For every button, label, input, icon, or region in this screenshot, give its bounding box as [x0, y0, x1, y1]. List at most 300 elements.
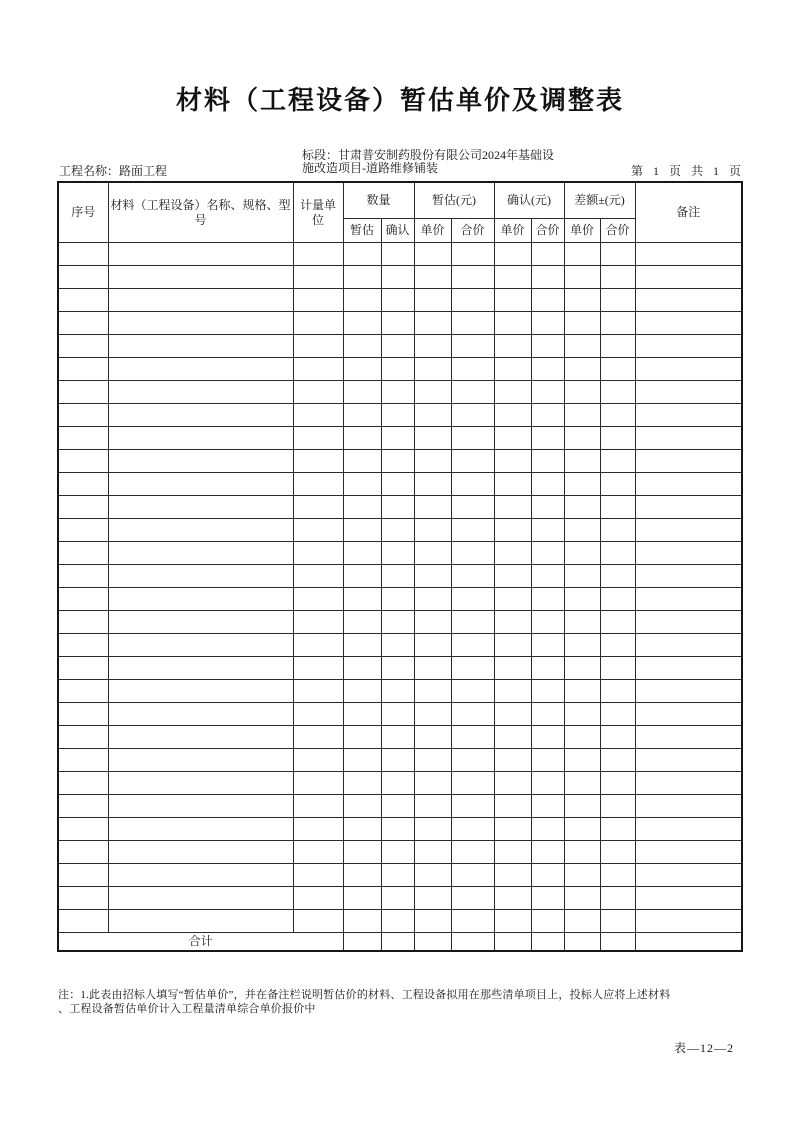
empty-cell: [58, 427, 108, 450]
empty-cell: [381, 473, 414, 496]
empty-cell: [343, 381, 381, 404]
empty-cell: [451, 427, 494, 450]
empty-cell: [494, 335, 531, 358]
section-line-1: 标段：甘肃普安制药股份有限公司2024年基础设: [302, 148, 555, 162]
empty-cell: [108, 427, 293, 450]
empty-cell: [564, 726, 600, 749]
empty-cell: [564, 772, 600, 795]
empty-cell: [531, 910, 564, 933]
empty-cell: [451, 864, 494, 887]
empty-cell: [381, 565, 414, 588]
empty-cell: [600, 381, 635, 404]
empty-cell: [600, 473, 635, 496]
empty-cell: [531, 680, 564, 703]
table-row: [58, 473, 742, 496]
empty-cell: [531, 496, 564, 519]
empty-cell: [58, 864, 108, 887]
empty-cell: [531, 358, 564, 381]
empty-cell: [293, 588, 343, 611]
total-empty-cell: [600, 933, 635, 952]
empty-cell: [600, 496, 635, 519]
empty-cell: [108, 519, 293, 542]
empty-cell: [108, 795, 293, 818]
table-row: [58, 335, 742, 358]
empty-cell: [293, 657, 343, 680]
empty-cell: [564, 818, 600, 841]
empty-cell: [414, 381, 451, 404]
empty-cell: [564, 864, 600, 887]
total-empty-cell: [494, 933, 531, 952]
empty-cell: [381, 749, 414, 772]
empty-cell: [635, 749, 742, 772]
empty-cell: [564, 243, 600, 266]
empty-cell: [343, 358, 381, 381]
empty-cell: [343, 657, 381, 680]
empty-cell: [108, 588, 293, 611]
empty-cell: [414, 864, 451, 887]
empty-cell: [108, 496, 293, 519]
empty-cell: [108, 335, 293, 358]
empty-cell: [58, 335, 108, 358]
empty-cell: [600, 266, 635, 289]
empty-cell: [635, 266, 742, 289]
empty-cell: [58, 841, 108, 864]
empty-cell: [531, 404, 564, 427]
empty-cell: [343, 588, 381, 611]
total-empty-cell: [381, 933, 414, 952]
empty-cell: [343, 795, 381, 818]
empty-cell: [414, 335, 451, 358]
footnote-line-1: 注：1.此表由招标人填写“暂估单价”，并在备注栏说明暂估价的材料、工程设备拟用在那些清单项目上，投标人应将上述材料: [58, 989, 671, 1001]
col-header-unit-text: 计量单位: [299, 197, 336, 227]
total-empty-cell: [343, 933, 381, 952]
empty-cell: [564, 657, 600, 680]
empty-cell: [600, 910, 635, 933]
empty-cell: [635, 772, 742, 795]
empty-cell: [564, 542, 600, 565]
empty-cell: [58, 795, 108, 818]
empty-cell: [58, 772, 108, 795]
empty-cell: [58, 312, 108, 335]
empty-cell: [494, 266, 531, 289]
empty-cell: [293, 772, 343, 795]
empty-cell: [451, 680, 494, 703]
empty-cell: [108, 266, 293, 289]
table-row: [58, 680, 742, 703]
empty-cell: [564, 611, 600, 634]
empty-cell: [564, 289, 600, 312]
empty-cell: [58, 887, 108, 910]
empty-cell: [414, 657, 451, 680]
empty-cell: [635, 335, 742, 358]
table-row: [58, 565, 742, 588]
empty-cell: [414, 565, 451, 588]
empty-cell: [635, 404, 742, 427]
empty-cell: [343, 496, 381, 519]
empty-cell: [343, 289, 381, 312]
empty-cell: [414, 266, 451, 289]
empty-cell: [293, 887, 343, 910]
empty-cell: [564, 588, 600, 611]
empty-cell: [414, 243, 451, 266]
empty-cell: [381, 887, 414, 910]
empty-cell: [381, 381, 414, 404]
empty-cell: [381, 657, 414, 680]
empty-cell: [564, 680, 600, 703]
col-group-provisional: [414, 182, 494, 219]
empty-cell: [531, 703, 564, 726]
col-group-difference-text: 差额±(元): [574, 193, 625, 207]
empty-cell: [635, 289, 742, 312]
empty-cell: [531, 864, 564, 887]
empty-cell: [494, 680, 531, 703]
empty-cell: [58, 381, 108, 404]
empty-cell: [451, 381, 494, 404]
empty-cell: [494, 910, 531, 933]
empty-cell: [293, 726, 343, 749]
empty-cell: [600, 818, 635, 841]
empty-cell: [635, 703, 742, 726]
empty-cell: [414, 634, 451, 657]
empty-cell: [451, 657, 494, 680]
empty-cell: [494, 496, 531, 519]
empty-cell: [293, 381, 343, 404]
empty-cell: [635, 657, 742, 680]
empty-cell: [600, 289, 635, 312]
empty-cell: [635, 565, 742, 588]
empty-cell: [600, 703, 635, 726]
empty-cell: [600, 404, 635, 427]
empty-cell: [635, 427, 742, 450]
empty-cell: [381, 312, 414, 335]
empty-cell: [58, 243, 108, 266]
empty-cell: [343, 864, 381, 887]
table-row: [58, 496, 742, 519]
empty-cell: [564, 427, 600, 450]
empty-cell: [451, 818, 494, 841]
empty-cell: [494, 312, 531, 335]
table-row: [58, 381, 742, 404]
total-row: [58, 933, 742, 952]
empty-cell: [108, 404, 293, 427]
empty-cell: [343, 611, 381, 634]
empty-cell: [635, 818, 742, 841]
subcol-conf-total-price: 合价: [531, 219, 564, 243]
empty-cell: [635, 381, 742, 404]
col-group-quantity: [343, 182, 414, 219]
table-row: [58, 243, 742, 266]
empty-cell: [414, 887, 451, 910]
empty-cell: [531, 266, 564, 289]
empty-cell: [58, 565, 108, 588]
empty-cell: [531, 611, 564, 634]
empty-cell: [451, 496, 494, 519]
empty-cell: [600, 657, 635, 680]
empty-cell: [414, 818, 451, 841]
empty-cell: [293, 818, 343, 841]
empty-cell: [381, 818, 414, 841]
table-row: [58, 657, 742, 680]
empty-cell: [414, 427, 451, 450]
empty-cell: [600, 864, 635, 887]
total-empty-cell: [414, 933, 451, 952]
empty-cell: [108, 243, 293, 266]
empty-cell: [293, 335, 343, 358]
col-group-difference: [564, 182, 635, 219]
empty-cell: [414, 312, 451, 335]
empty-cell: [531, 519, 564, 542]
table-row: [58, 542, 742, 565]
empty-cell: [600, 243, 635, 266]
empty-cell: [381, 703, 414, 726]
empty-cell: [494, 818, 531, 841]
empty-cell: [58, 726, 108, 749]
empty-cell: [600, 611, 635, 634]
col-group-quantity-text: 数量: [366, 193, 391, 207]
empty-cell: [635, 473, 742, 496]
empty-cell: [635, 496, 742, 519]
empty-cell: [414, 910, 451, 933]
empty-cell: [58, 450, 108, 473]
empty-cell: [564, 634, 600, 657]
empty-cell: [451, 404, 494, 427]
empty-cell: [343, 519, 381, 542]
empty-cell: [414, 404, 451, 427]
table-row: [58, 611, 742, 634]
empty-cell: [600, 680, 635, 703]
empty-cell: [343, 772, 381, 795]
empty-cell: [414, 795, 451, 818]
table-row: [58, 910, 742, 933]
empty-cell: [293, 358, 343, 381]
empty-cell: [381, 634, 414, 657]
empty-cell: [564, 841, 600, 864]
table-row: [58, 818, 742, 841]
empty-cell: [494, 450, 531, 473]
empty-cell: [451, 588, 494, 611]
empty-cell: [531, 335, 564, 358]
col-group-provisional-text: 暂估(元): [432, 193, 477, 207]
empty-cell: [343, 841, 381, 864]
empty-cell: [635, 312, 742, 335]
empty-cell: [108, 818, 293, 841]
empty-cell: [451, 358, 494, 381]
total-empty-cell: [531, 933, 564, 952]
empty-cell: [108, 680, 293, 703]
project-name-label: 工程名称：路面工程: [59, 164, 168, 178]
empty-cell: [381, 450, 414, 473]
empty-cell: [531, 243, 564, 266]
empty-cell: [414, 726, 451, 749]
empty-cell: [451, 450, 494, 473]
empty-cell: [381, 795, 414, 818]
empty-cell: [635, 243, 742, 266]
empty-cell: [58, 496, 108, 519]
empty-cell: [293, 519, 343, 542]
empty-cell: [531, 542, 564, 565]
empty-cell: [293, 565, 343, 588]
empty-cell: [494, 611, 531, 634]
empty-cell: [635, 519, 742, 542]
empty-cell: [531, 841, 564, 864]
empty-cell: [293, 542, 343, 565]
empty-cell: [343, 565, 381, 588]
table-row: [58, 404, 742, 427]
empty-cell: [494, 772, 531, 795]
empty-cell: [531, 749, 564, 772]
empty-cell: [343, 473, 381, 496]
empty-cell: [564, 473, 600, 496]
empty-cell: [635, 864, 742, 887]
empty-cell: [343, 427, 381, 450]
empty-cell: [564, 496, 600, 519]
empty-cell: [531, 657, 564, 680]
total-empty-cell: [564, 933, 600, 952]
empty-cell: [635, 542, 742, 565]
subcol-conf-unit-price: 单价: [494, 219, 531, 243]
empty-cell: [531, 427, 564, 450]
empty-cell: [293, 841, 343, 864]
empty-cell: [414, 496, 451, 519]
empty-cell: [531, 588, 564, 611]
total-empty-cell: [451, 933, 494, 952]
empty-cell: [451, 519, 494, 542]
empty-cell: [108, 611, 293, 634]
section-label: [302, 149, 602, 175]
empty-cell: [600, 358, 635, 381]
empty-cell: [564, 749, 600, 772]
empty-cell: [531, 726, 564, 749]
empty-cell: [600, 841, 635, 864]
empty-cell: [600, 542, 635, 565]
empty-cell: [531, 795, 564, 818]
subcol-diff-unit-price: 单价: [564, 219, 600, 243]
empty-cell: [564, 450, 600, 473]
page-title: 材料（工程设备）暂估单价及调整表: [175, 86, 624, 115]
empty-cell: [451, 887, 494, 910]
subcol-qty-provisional: 暂估: [343, 219, 381, 243]
empty-cell: [108, 450, 293, 473]
empty-cell: [343, 726, 381, 749]
empty-cell: [58, 473, 108, 496]
empty-cell: [564, 404, 600, 427]
empty-cell: [381, 588, 414, 611]
empty-cell: [494, 358, 531, 381]
empty-cell: [108, 565, 293, 588]
empty-cell: [381, 910, 414, 933]
empty-cell: [58, 266, 108, 289]
subcol-prov-total-price: 合价: [451, 219, 494, 243]
empty-cell: [293, 749, 343, 772]
empty-cell: [600, 450, 635, 473]
empty-cell: [381, 427, 414, 450]
empty-cell: [451, 289, 494, 312]
empty-cell: [451, 634, 494, 657]
empty-cell: [343, 634, 381, 657]
empty-cell: [108, 864, 293, 887]
empty-cell: [293, 404, 343, 427]
subcol-qty-confirmed: 确认: [381, 219, 414, 243]
empty-cell: [451, 565, 494, 588]
empty-cell: [108, 726, 293, 749]
table-row: [58, 266, 742, 289]
empty-cell: [381, 542, 414, 565]
empty-cell: [531, 634, 564, 657]
empty-cell: [58, 680, 108, 703]
empty-cell: [494, 588, 531, 611]
empty-cell: [600, 772, 635, 795]
empty-cell: [58, 588, 108, 611]
footnote-line-2: 、工程设备暂估单价计入工程量清单综合单价报价中: [58, 1002, 316, 1015]
empty-cell: [58, 404, 108, 427]
empty-cell: [451, 910, 494, 933]
form-code: 表—12—2: [673, 1041, 734, 1055]
empty-cell: [451, 473, 494, 496]
empty-cell: [414, 588, 451, 611]
empty-cell: [58, 749, 108, 772]
empty-cell: [343, 450, 381, 473]
empty-cell: [600, 887, 635, 910]
empty-cell: [564, 335, 600, 358]
empty-cell: [494, 473, 531, 496]
empty-cell: [531, 772, 564, 795]
info-row: [0, 146, 800, 180]
empty-cell: [635, 841, 742, 864]
empty-cell: [381, 243, 414, 266]
table-row: [58, 887, 742, 910]
empty-cell: [451, 335, 494, 358]
table-row: [58, 749, 742, 772]
empty-cell: [293, 496, 343, 519]
empty-cell: [414, 703, 451, 726]
empty-cell: [293, 243, 343, 266]
empty-cell: [108, 703, 293, 726]
empty-cell: [381, 289, 414, 312]
empty-cell: [564, 703, 600, 726]
empty-cell: [635, 358, 742, 381]
empty-cell: [108, 312, 293, 335]
empty-cell: [494, 427, 531, 450]
table-row: [58, 427, 742, 450]
empty-cell: [635, 910, 742, 933]
subcol-prov-unit-price: 单价: [414, 219, 451, 243]
total-label-cell: 合计: [58, 933, 343, 952]
empty-cell: [381, 404, 414, 427]
table-row: [58, 519, 742, 542]
empty-cell: [108, 749, 293, 772]
empty-cell: [451, 266, 494, 289]
empty-cell: [343, 680, 381, 703]
empty-cell: [494, 749, 531, 772]
empty-cell: [564, 795, 600, 818]
table-row: [58, 450, 742, 473]
empty-cell: [531, 312, 564, 335]
empty-cell: [58, 289, 108, 312]
empty-cell: [381, 841, 414, 864]
empty-cell: [293, 450, 343, 473]
empty-cell: [58, 910, 108, 933]
empty-cell: [381, 772, 414, 795]
empty-cell: [414, 289, 451, 312]
empty-cell: [494, 565, 531, 588]
empty-cell: [564, 910, 600, 933]
empty-cell: [494, 289, 531, 312]
empty-cell: [451, 611, 494, 634]
empty-cell: [635, 588, 742, 611]
empty-cell: [635, 887, 742, 910]
empty-cell: [381, 335, 414, 358]
table-row: [58, 772, 742, 795]
